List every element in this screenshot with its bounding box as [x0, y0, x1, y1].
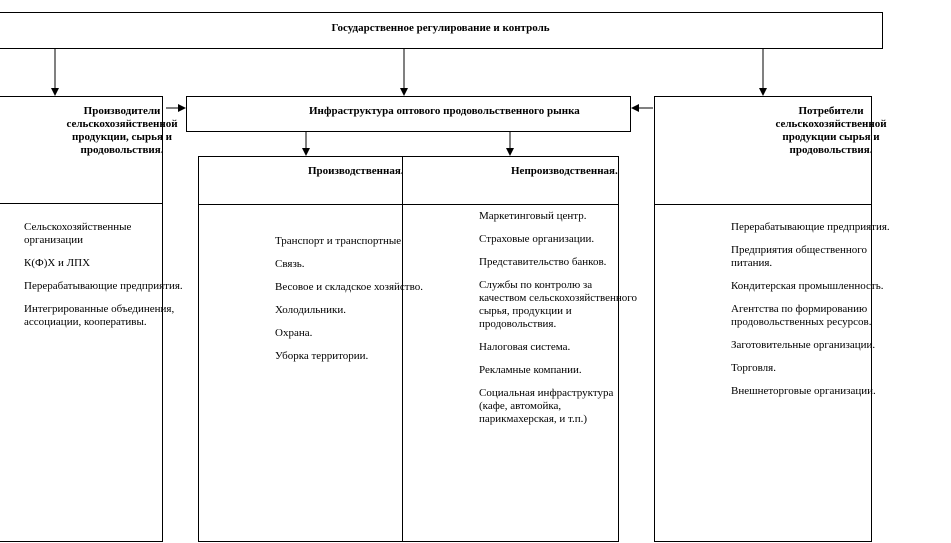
production-title: Производственная. [308, 165, 404, 177]
consumers-title: Потребители сельскохозяйственной продукции сырья и продовольствия. [775, 105, 887, 156]
list-item: Перерабатывающие предприятия. [731, 221, 890, 233]
list-item: Перерабатывающие предприятия. [24, 280, 183, 292]
list-item: Связь. [275, 258, 305, 270]
list-item: Заготовительные организации. [731, 339, 876, 351]
list-item: Интегрированные объединения, ассоциации, кооперативы. [24, 303, 175, 328]
list-item: Социальная инфраструктура (кафе, автомойка, парикмахерская, и т.п.) [479, 387, 614, 425]
list-item: Рекламные компании. [479, 364, 582, 376]
list-item: К(Ф)Х и ЛПХ [24, 257, 91, 269]
list-item: Холодильники. [275, 304, 347, 316]
list-item: Транспорт и транспортные [275, 235, 402, 247]
list-item: Представительство банков. [479, 256, 607, 268]
list-item: Весовое и складское хозяйство. [275, 281, 423, 293]
list-item: Налоговая система. [479, 341, 571, 353]
list-item: Страховые организации. [479, 233, 595, 245]
list-item: Маркетинговый центр. [479, 210, 587, 222]
list-item: Кондитерская промышленность. [731, 280, 884, 292]
list-item: Торговля. [731, 362, 776, 374]
list-item: Сельскохозяйственные организации [24, 221, 132, 246]
list-item: Внешнеторговые организации. [731, 385, 876, 397]
producers-title: Производители сельскохозяйственной продукции, сырья и продовольствия. [66, 105, 178, 156]
nonproduction-title: Непроизводственная. [511, 165, 618, 177]
list-item: Уборка территории. [275, 350, 369, 362]
list-item: Службы по контролю за качеством сельскохозяйственного сырья, продукции и продовольствия. [479, 279, 638, 330]
list-item: Предприятия общественного питания. [731, 244, 868, 269]
infrastructure-title: Инфраструктура оптового продовольственного рынка [309, 105, 580, 117]
list-item: Охрана. [275, 327, 313, 339]
list-item: Агентства по формированию продовольственных ресурсов. [731, 303, 872, 328]
top-regulation-title: Государственное регулирование и контроль [331, 22, 550, 34]
